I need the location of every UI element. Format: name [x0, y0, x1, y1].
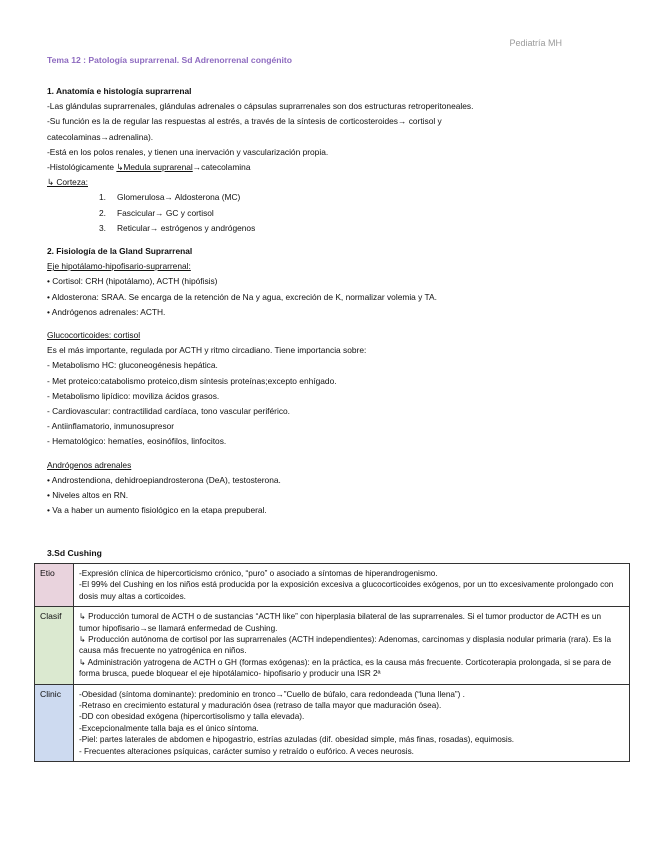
cell-line: -Excepcionalmente talla baja es el único síntoma.: [79, 723, 259, 733]
list-text: Glomerulosa→ Aldosterona (MC): [117, 192, 241, 203]
section2-heading: 2. Fisiología de la Gland Suprarrenal: [47, 246, 193, 257]
section3-heading: 3.Sd Cushing: [47, 548, 102, 558]
corteza-list: [99, 190, 607, 236]
gluco-heading: Glucocorticoides: cortisol: [47, 330, 141, 341]
cell-line: - Frecuentes alteraciones psíquicas, carácter sumiso y retraído o eufórico. A veces neurosis.: [79, 746, 414, 756]
text-line: -Las glándulas suprarrenales, glándulas adrenales o cápsulas suprarrenales son dos estructuras retroperitoneales.: [47, 101, 474, 112]
list-text: Fascicular→ GC y cortisol: [117, 207, 214, 218]
text-line: - Metabolismo lipídico: moviliza ácidos grasos.: [47, 390, 220, 401]
text-line: [47, 160, 607, 175]
text-line: - Metabolismo HC: gluconeogénesis hepática.: [47, 360, 218, 371]
header-subject: Pediatría MH: [509, 38, 562, 48]
list-item: [99, 206, 607, 221]
text-line: -Está en los polos renales, y tienen una inervación y vascularización propia.: [47, 146, 329, 157]
cell-line: ↳ Producción autónoma de cortisol por las suprarrenales (ACTH independientes): Adenomas, carcinomas y displasia nodular primaria (rara). Es la causa más frecuente no yatrogénica en niños.: [79, 635, 612, 656]
list-text: Reticular→ estrógenos y andrógenos: [117, 222, 256, 233]
cushing-table: [34, 563, 630, 762]
text-line: • Cortisol: CRH (hipotálamo), ACTH (hipófisis): [47, 276, 218, 287]
row-content: [74, 684, 630, 761]
text-line: • Androstendiona, dehidroepiandrosterona (DeA), testosterona.: [47, 474, 281, 485]
list-number: 3.: [99, 222, 106, 233]
text-fragment: →catecolamina: [192, 162, 251, 173]
text-line: - Antiinflamatorio, inmunosupresor: [47, 421, 175, 432]
cell-line: -Piel: partes laterales de abdomen e hipogastrio, estrías azuladas (dif. obesidad simple, más finas, rosadas), equimosis.: [79, 735, 515, 745]
page-title: Tema 12 : Patología suprarrenal. Sd Adrenorrenal congénito: [47, 55, 292, 65]
cell-line: -Expresión clínica de hipercorticismo crónico, “puro” o asociado a síntomas de hiperandrogenismo.: [79, 569, 438, 578]
cell-line: -Obesidad (síntoma dominante): predominio en tronco→”Cuello de búfalo, cara redondeada (“luna llena”) .: [79, 689, 465, 699]
list-number: 1.: [99, 192, 106, 203]
text-line: - Cardiovascular: contractilidad cardíaca, tono vascular periférico.: [47, 406, 290, 417]
andro-heading: Andrógenos adrenales: [47, 459, 132, 470]
list-item: [99, 190, 607, 205]
text-line: • Va a haber un aumento fisiológico en la etapa prepuberal.: [47, 505, 267, 516]
text-line: • Andrógenos adrenales: ACTH.: [47, 306, 166, 317]
cell-line: -Retraso en crecimiento estatural y maduración ósea (retraso de talla mayor que maduración ósea).: [79, 701, 442, 711]
list-item: [99, 221, 607, 236]
text-line: • Niveles altos en RN.: [47, 490, 129, 501]
row-label-etio: Etio: [35, 564, 74, 607]
text-line: -Su función es la de regular las respuestas al estrés, a través de la síntesis de corticosteroides→ cortisol y: [47, 116, 442, 127]
text-line: - Met proteico:catabolismo proteico,dism síntesis proteínas;excepto enhígado.: [47, 375, 337, 386]
row-label-clasif: Clasif: [35, 607, 74, 684]
list-number: 2.: [99, 207, 106, 218]
text-fragment: -Histológicamente: [47, 162, 117, 173]
text-line: catecolaminas→adrenalina).: [47, 131, 154, 142]
section1-heading: 1. Anatomía e histología suprarrenal: [47, 86, 192, 96]
table-row: [35, 607, 630, 684]
corteza-label: ↳ Corteza:: [47, 177, 88, 188]
row-content: [74, 607, 630, 684]
text-line: Es el más importante, regulada por ACTH y ritmo circadiano. Tiene importancia sobre:: [47, 345, 367, 356]
table-row: [35, 684, 630, 761]
document-body: [47, 84, 607, 518]
cell-line: -El 99% del Cushing en los niños está producida por la exposición excesiva a glucocorticoides exógenos, por un tto excesivamente prolongado con dosis muy altas a corticoides.: [79, 580, 614, 601]
table-row: [35, 564, 630, 607]
eje-heading: Eje hipotálamo-hipofisario-suprarrenal:: [47, 261, 191, 272]
cell-line: -DD con obesidad exógena (hipercortisolismo y talla elevada).: [79, 712, 305, 722]
cell-line: ↳ Administración yatrogena de ACTH o GH (formas exógenas): en la práctica, es la causa más frecuente. Corticoterapia prolongada, si se para de forma brusca, puede bloquear el eje hipotálamico- hipofisario y producir una ISR 2ª: [79, 657, 612, 679]
cell-line: ↳ Producción tumoral de ACTH o de sustancias “ACTH like” con hiperplasia bilateral de las suprarrenales. Si el tumor productor de ACTH es un tumor hipofisario→se llamará enfermedad de Cushing.: [79, 612, 601, 633]
row-content: [74, 564, 630, 607]
row-label-clinic: Clinic: [35, 684, 74, 761]
text-line: - Hematológico: hematíes, eosinófilos, linfocitos.: [47, 436, 227, 447]
medula-term: ↳Medula suprarenal: [116, 162, 193, 173]
text-line: • Aldosterona: SRAA. Se encarga de la retención de Na y agua, excreción de K, normalizar volemia y TA.: [47, 291, 437, 302]
